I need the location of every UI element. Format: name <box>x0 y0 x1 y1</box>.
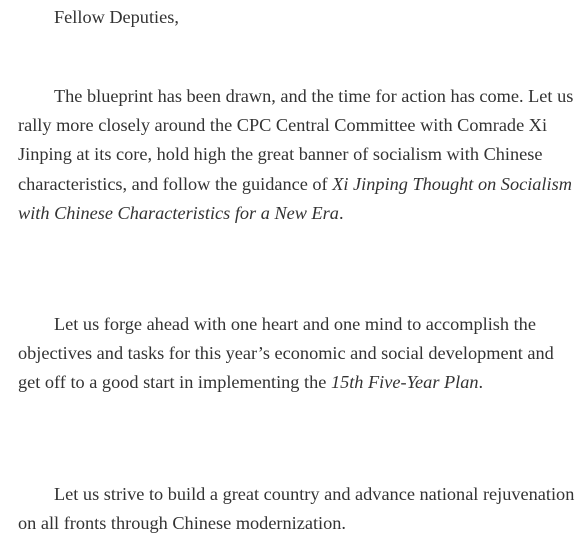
paragraph-strive <box>18 480 578 538</box>
paragraph-forge-ahead-end: . <box>478 372 484 393</box>
paragraph-forge-ahead-italic: 15th Five-Year Plan <box>330 372 479 393</box>
paragraph-blueprint-end: . <box>338 202 344 223</box>
paragraph-forge-ahead <box>18 310 578 398</box>
paragraph-blueprint-text: The blueprint has been drawn, and the time for action has come. Let us rally more closely around the CPC Central Committee with Comrade Xi Jinping at its core, hold high the great banner of socialism with Chinese characteristics, and follow the guidance of <box>18 86 574 194</box>
paragraph-blueprint-italic: Xi Jinping Thought on Socialism with Chinese Characteristics for a New Era <box>18 173 572 223</box>
paragraph-strive-text: Let us strive to build a great country and advance national rejuvenation on all fronts through Chinese modernization. <box>18 484 575 534</box>
paragraph-blueprint <box>18 82 578 228</box>
salutation: Fellow Deputies, <box>54 7 179 27</box>
paragraph-forge-ahead-text: Let us forge ahead with one heart and one mind to accomplish the objectives and tasks for this year’s economic and social development and get off to a good start in implementing the <box>18 314 554 393</box>
